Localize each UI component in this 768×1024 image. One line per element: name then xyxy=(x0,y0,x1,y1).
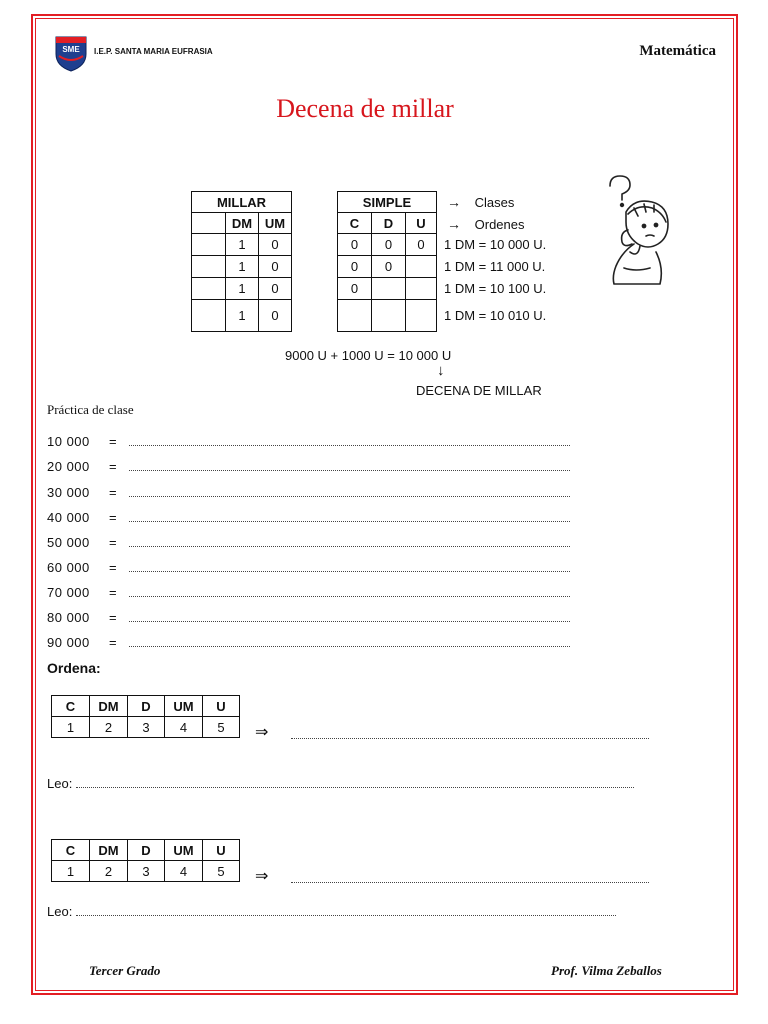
practice-number: 70 000 xyxy=(47,585,90,600)
practice-row xyxy=(47,510,570,525)
ordena-value: 3 xyxy=(128,717,165,738)
ordenes-label-row xyxy=(447,216,525,232)
practice-number: 30 000 xyxy=(47,485,90,500)
answer-line[interactable] xyxy=(129,562,570,572)
answer-line[interactable] xyxy=(129,461,570,471)
ordena-value: 5 xyxy=(203,717,240,738)
ordena-header: U xyxy=(203,840,240,861)
leo-row xyxy=(47,776,634,791)
logo-text: SME xyxy=(62,45,80,54)
footer-grade: Tercer Grado xyxy=(89,963,161,978)
practice-number: 50 000 xyxy=(47,535,90,550)
millar-cell: 0 xyxy=(259,300,292,332)
answer-line[interactable] xyxy=(129,512,570,522)
practice-row xyxy=(47,434,570,449)
practice-row xyxy=(47,610,570,625)
ordena-title: Ordena: xyxy=(47,660,101,676)
millar-cell xyxy=(192,256,226,278)
equals-sign: = xyxy=(109,535,117,550)
millar-cell: 0 xyxy=(259,256,292,278)
equation: 1 DM = 10 000 U. xyxy=(444,237,547,252)
ordena-header: UM xyxy=(165,840,203,861)
practice-row xyxy=(47,635,570,650)
ordena-value: 1 xyxy=(52,861,90,882)
ordena-value: 4 xyxy=(165,861,203,882)
leo-row xyxy=(47,904,616,919)
sum-result: DECENA DE MILLAR xyxy=(416,383,542,398)
simple-header: SIMPLE xyxy=(338,192,437,213)
answer-line[interactable] xyxy=(129,487,570,497)
ordena-header: C xyxy=(52,840,90,861)
millar-cell xyxy=(192,300,226,332)
millar-cell: 0 xyxy=(259,278,292,300)
simple-cell xyxy=(406,300,437,332)
practice-number: 40 000 xyxy=(47,510,90,525)
millar-cell xyxy=(192,234,226,256)
practice-row xyxy=(47,585,570,600)
ordena-header: D xyxy=(128,696,165,717)
practice-row xyxy=(47,459,570,474)
equals-sign: = xyxy=(109,510,117,525)
simple-table xyxy=(337,191,437,332)
equals-sign: = xyxy=(109,610,117,625)
leo-answer-line[interactable] xyxy=(76,906,616,916)
sum-expression: 9000 U + 1000 U = 10 000 U xyxy=(285,348,452,363)
ordena-header: DM xyxy=(90,696,128,717)
ordena-value: 1 xyxy=(52,717,90,738)
equals-sign: = xyxy=(109,459,117,474)
ordena-value: 2 xyxy=(90,861,128,882)
equation: 1 DM = 10 010 U. xyxy=(444,308,547,323)
equals-sign: = xyxy=(109,434,117,449)
simple-col-c: C xyxy=(338,213,372,234)
millar-cell: 1 xyxy=(226,300,259,332)
millar-cell: 1 xyxy=(226,234,259,256)
equals-sign: = xyxy=(109,560,117,575)
question-mark-icon xyxy=(610,176,630,206)
simple-cell: 0 xyxy=(338,278,372,300)
equals-sign: = xyxy=(109,585,117,600)
clases-label: Clases xyxy=(474,195,515,210)
practice-number: 90 000 xyxy=(47,635,90,650)
simple-cell: 0 xyxy=(372,256,406,278)
simple-cell xyxy=(406,278,437,300)
answer-line[interactable] xyxy=(129,537,570,547)
ordena-header: U xyxy=(203,696,240,717)
ordena-value: 5 xyxy=(203,861,240,882)
practice-number: 60 000 xyxy=(47,560,90,575)
practice-number: 20 000 xyxy=(47,459,90,474)
simple-col-d: D xyxy=(372,213,406,234)
right-arrow-icon: → xyxy=(447,216,461,232)
equation: 1 DM = 10 100 U. xyxy=(444,281,547,296)
ordena-value: 4 xyxy=(165,717,203,738)
answer-line[interactable] xyxy=(129,587,570,597)
practice-title: Práctica de clase xyxy=(47,402,134,417)
simple-cell xyxy=(372,300,406,332)
millar-col-um: UM xyxy=(259,213,292,234)
down-arrow-icon: ↓ xyxy=(437,362,445,379)
practice-row xyxy=(47,560,570,575)
millar-header: MILLAR xyxy=(192,192,292,213)
implies-arrow-icon: ⇒ xyxy=(255,724,269,741)
answer-line[interactable] xyxy=(129,612,570,622)
school-name: I.E.P. SANTA MARIA EUFRASIA xyxy=(94,47,213,56)
equals-sign: = xyxy=(109,485,117,500)
answer-line[interactable] xyxy=(129,436,570,446)
leo-label: Leo: xyxy=(47,904,73,919)
simple-cell: 0 xyxy=(406,234,437,256)
ordena-header: UM xyxy=(165,696,203,717)
millar-cell: 1 xyxy=(226,278,259,300)
answer-line[interactable] xyxy=(291,726,649,744)
millar-cell: 1 xyxy=(226,256,259,278)
leo-answer-line[interactable] xyxy=(76,778,634,788)
millar-cell: 0 xyxy=(259,234,292,256)
ordena-table-2 xyxy=(51,839,240,882)
simple-cell xyxy=(338,300,372,332)
page-title: Decena de millar xyxy=(276,94,454,123)
ordena-table-1 xyxy=(51,695,240,738)
practice-row xyxy=(47,485,570,500)
right-arrow-icon: → xyxy=(447,194,461,210)
ordena-value: 2 xyxy=(90,717,128,738)
simple-cell xyxy=(372,278,406,300)
practice-number: 80 000 xyxy=(47,610,90,625)
ordena-value: 3 xyxy=(128,861,165,882)
simple-cell xyxy=(406,256,437,278)
leo-label: Leo: xyxy=(47,776,73,791)
answer-line[interactable] xyxy=(129,637,570,647)
millar-table xyxy=(191,191,292,332)
subject-name: Matemática xyxy=(639,43,716,59)
millar-col xyxy=(192,213,226,234)
practice-row xyxy=(47,535,570,550)
simple-cell: 0 xyxy=(372,234,406,256)
school-logo xyxy=(54,34,88,72)
ordena-header: D xyxy=(128,840,165,861)
equation: 1 DM = 11 000 U. xyxy=(444,259,546,274)
answer-line[interactable] xyxy=(291,870,649,888)
simple-cell: 0 xyxy=(338,256,372,278)
millar-cell xyxy=(192,278,226,300)
equals-sign: = xyxy=(109,635,117,650)
clases-label-row xyxy=(447,194,514,210)
practice-number: 10 000 xyxy=(47,434,90,449)
ordena-header: DM xyxy=(90,840,128,861)
implies-arrow-icon: ⇒ xyxy=(255,868,269,885)
simple-cell: 0 xyxy=(338,234,372,256)
ordena-header: C xyxy=(52,696,90,717)
simple-col-u: U xyxy=(406,213,437,234)
ordenes-label: Ordenes xyxy=(474,217,525,232)
footer-teacher: Prof. Vilma Zeballos xyxy=(551,963,662,978)
millar-col-dm: DM xyxy=(226,213,259,234)
thinking-boy-icon xyxy=(604,172,674,290)
